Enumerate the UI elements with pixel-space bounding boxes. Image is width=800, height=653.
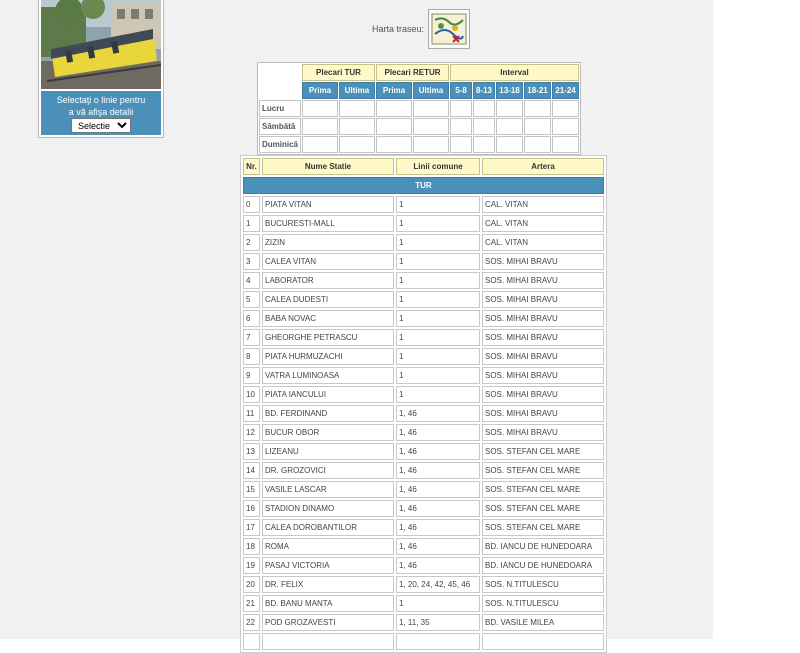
schedule-cell xyxy=(524,136,551,153)
schedule-cell xyxy=(450,136,472,153)
select-line-prompt: Selectaţi o linie pentru xyxy=(56,95,146,105)
station-street: CAL. VITAN xyxy=(482,215,604,232)
station-common-lines: 1 xyxy=(396,234,480,251)
station-number: 19 xyxy=(243,557,260,574)
station-number: 18 xyxy=(243,538,260,555)
station-number: 10 xyxy=(243,386,260,403)
station-street: BD. VASILE MILEA xyxy=(482,614,604,631)
schedule-cell xyxy=(473,136,495,153)
station-street: SOS. MIHAI BRAVU xyxy=(482,272,604,289)
col-station-name-header: Nume Statie xyxy=(262,158,394,175)
route-map-label: Harta traseu: xyxy=(372,24,425,34)
station-name xyxy=(262,633,394,650)
station-street: SOS. MIHAI BRAVU xyxy=(482,367,604,384)
table-row xyxy=(243,367,604,384)
table-row xyxy=(243,386,604,403)
retur-first-header: Prima xyxy=(376,82,412,99)
schedule-cell xyxy=(552,100,579,117)
table-row xyxy=(243,424,604,441)
station-number: 4 xyxy=(243,272,260,289)
station-number xyxy=(243,633,260,650)
station-name: POD GROZAVESTI xyxy=(262,614,394,631)
select-line-prompt-2: a vă afişa detalii xyxy=(68,107,134,117)
station-common-lines: 1 xyxy=(396,253,480,270)
table-row xyxy=(243,519,604,536)
station-common-lines: 1, 46 xyxy=(396,500,480,517)
station-number: 7 xyxy=(243,329,260,346)
retur-last-header: Ultima xyxy=(413,82,449,99)
station-common-lines: 1 xyxy=(396,348,480,365)
table-row xyxy=(243,291,604,308)
schedule-row-saturday xyxy=(259,118,579,135)
table-row xyxy=(243,329,604,346)
station-common-lines: 1 xyxy=(396,272,480,289)
station-street: SOS. MIHAI BRAVU xyxy=(482,405,604,422)
schedule-cell xyxy=(376,118,412,135)
schedule-cell xyxy=(450,118,472,135)
schedule-cell xyxy=(496,136,523,153)
station-common-lines: 1 xyxy=(396,215,480,232)
table-row xyxy=(243,462,604,479)
schedule-cell xyxy=(450,100,472,117)
station-common-lines: 1, 46 xyxy=(396,443,480,460)
interval-header: Interval xyxy=(450,64,579,81)
station-name: LIZEANU xyxy=(262,443,394,460)
station-number: 11 xyxy=(243,405,260,422)
station-common-lines: 1 xyxy=(396,595,480,612)
table-row xyxy=(243,614,604,631)
station-number: 0 xyxy=(243,196,260,213)
station-common-lines: 1, 46 xyxy=(396,538,480,555)
schedule-cell xyxy=(413,118,449,135)
station-number: 1 xyxy=(243,215,260,232)
table-row xyxy=(243,595,604,612)
table-row xyxy=(243,500,604,517)
station-name: CALEA VITAN xyxy=(262,253,394,270)
table-row xyxy=(243,310,604,327)
schedule-cell xyxy=(302,118,338,135)
station-number: 8 xyxy=(243,348,260,365)
station-common-lines: 1 xyxy=(396,386,480,403)
station-number: 14 xyxy=(243,462,260,479)
interval-8-13-header: 8-13 xyxy=(473,82,495,99)
schedule-cell xyxy=(413,100,449,117)
table-row xyxy=(243,576,604,593)
schedule-cell xyxy=(552,118,579,135)
station-street: SOS. MIHAI BRAVU xyxy=(482,329,604,346)
station-street: SOS. STEFAN CEL MARE xyxy=(482,500,604,517)
table-row xyxy=(243,538,604,555)
station-name: PIATA HURMUZACHI xyxy=(262,348,394,365)
table-row xyxy=(243,234,604,251)
schedule-row-sunday xyxy=(259,136,579,153)
table-row xyxy=(243,196,604,213)
table-row xyxy=(243,272,604,289)
station-number: 9 xyxy=(243,367,260,384)
interval-18-21-header: 18-21 xyxy=(524,82,551,99)
schedule-cell xyxy=(339,118,375,135)
departures-retur-header: Plecari RETUR xyxy=(376,64,449,81)
station-number: 2 xyxy=(243,234,260,251)
stations-header-row xyxy=(243,158,604,175)
station-street: SOS. N.TITULESCU xyxy=(482,576,604,593)
station-street: SOS. MIHAI BRAVU xyxy=(482,424,604,441)
station-number: 12 xyxy=(243,424,260,441)
schedule-cell xyxy=(302,100,338,117)
station-common-lines: 1, 46 xyxy=(396,405,480,422)
table-row xyxy=(243,443,604,460)
station-name: BABA NOVAC xyxy=(262,310,394,327)
schedule-cell xyxy=(413,136,449,153)
schedule-cell xyxy=(339,136,375,153)
tur-first-header: Prima xyxy=(302,82,338,99)
station-common-lines: 1 xyxy=(396,310,480,327)
station-name: ROMA xyxy=(262,538,394,555)
interval-21-24-header: 21-24 xyxy=(552,82,579,99)
table-row xyxy=(243,253,604,270)
station-common-lines xyxy=(396,633,480,650)
schedule-corner-2 xyxy=(259,82,301,99)
station-street: SOS. STEFAN CEL MARE xyxy=(482,481,604,498)
map-route-icon[interactable] xyxy=(428,9,470,49)
station-common-lines: 1 xyxy=(396,291,480,308)
schedule-cell xyxy=(496,118,523,135)
station-common-lines: 1, 46 xyxy=(396,424,480,441)
section-row xyxy=(243,177,604,194)
schedule-cell xyxy=(376,136,412,153)
schedule-row-label: Sâmbătă xyxy=(259,118,301,135)
table-row xyxy=(243,348,604,365)
station-number: 3 xyxy=(243,253,260,270)
station-name: CALEA DOROBANTILOR xyxy=(262,519,394,536)
line-select[interactable] xyxy=(71,118,131,133)
station-street: CAL. VITAN xyxy=(482,196,604,213)
station-number: 15 xyxy=(243,481,260,498)
station-name: BD. FERDINAND xyxy=(262,405,394,422)
table-row xyxy=(243,215,604,232)
col-number-header: Nr. xyxy=(243,158,260,175)
station-name: BD. BANU MANTA xyxy=(262,595,394,612)
col-common-lines-header: Linii comune xyxy=(396,158,480,175)
stations-table xyxy=(240,155,607,653)
station-name: BUCURESTI-MALL xyxy=(262,215,394,232)
schedule-cell xyxy=(473,118,495,135)
table-row xyxy=(243,557,604,574)
station-street: BD. IANCU DE HUNEDOARA xyxy=(482,557,604,574)
station-name: PIATA IANCULUI xyxy=(262,386,394,403)
station-name: ZIZIN xyxy=(262,234,394,251)
schedule-row-label: Lucru xyxy=(259,100,301,117)
station-name: BUCUR OBOR xyxy=(262,424,394,441)
station-common-lines: 1 xyxy=(396,367,480,384)
station-street: BD. IANCU DE HUNEDOARA xyxy=(482,538,604,555)
station-name: DR. FELIX xyxy=(262,576,394,593)
station-street: SOS. STEFAN CEL MARE xyxy=(482,443,604,460)
station-street: SOS. MIHAI BRAVU xyxy=(482,386,604,403)
interval-13-18-header: 13-18 xyxy=(496,82,523,99)
station-street: SOS. STEFAN CEL MARE xyxy=(482,462,604,479)
table-row xyxy=(243,633,604,650)
schedule-cell xyxy=(524,118,551,135)
col-street-header: Artera xyxy=(482,158,604,175)
station-name: VASILE LASCAR xyxy=(262,481,394,498)
station-number: 21 xyxy=(243,595,260,612)
line-selector-panel xyxy=(41,91,161,135)
schedule-row-weekday xyxy=(259,100,579,117)
schedule-cell xyxy=(496,100,523,117)
station-common-lines: 1, 46 xyxy=(396,557,480,574)
station-common-lines: 1, 11, 35 xyxy=(396,614,480,631)
station-street: CAL. VITAN xyxy=(482,234,604,251)
station-street: SOS. N.TITULESCU xyxy=(482,595,604,612)
station-number: 16 xyxy=(243,500,260,517)
tur-last-header: Ultima xyxy=(339,82,375,99)
station-common-lines: 1, 46 xyxy=(396,481,480,498)
station-name: GHEORGHE PETRASCU xyxy=(262,329,394,346)
schedule-table xyxy=(257,62,581,155)
line-selector-widget xyxy=(38,0,164,138)
schedule-cell xyxy=(376,100,412,117)
station-name: VATRA LUMINOASA xyxy=(262,367,394,384)
station-common-lines: 1 xyxy=(396,329,480,346)
interval-5-8-header: 5-8 xyxy=(450,82,472,99)
schedule-cell xyxy=(552,136,579,153)
station-name: PASAJ VICTORIA xyxy=(262,557,394,574)
station-number: 13 xyxy=(243,443,260,460)
station-number: 17 xyxy=(243,519,260,536)
schedule-cell xyxy=(473,100,495,117)
station-street: SOS. MIHAI BRAVU xyxy=(482,348,604,365)
station-common-lines: 1, 20, 24, 42, 45, 46 xyxy=(396,576,480,593)
departures-tur-header: Plecari TUR xyxy=(302,64,375,81)
station-street xyxy=(482,633,604,650)
station-street: SOS. MIHAI BRAVU xyxy=(482,291,604,308)
schedule-corner xyxy=(259,64,301,81)
station-number: 22 xyxy=(243,614,260,631)
station-street: SOS. MIHAI BRAVU xyxy=(482,310,604,327)
station-street: SOS. STEFAN CEL MARE xyxy=(482,519,604,536)
station-name: STADION DINAMO xyxy=(262,500,394,517)
station-name: CALEA DUDESTI xyxy=(262,291,394,308)
station-street: SOS. MIHAI BRAVU xyxy=(482,253,604,270)
station-common-lines: 1, 46 xyxy=(396,519,480,536)
station-name: DR. GROZOVICI xyxy=(262,462,394,479)
station-number: 5 xyxy=(243,291,260,308)
station-name: LABORATOR xyxy=(262,272,394,289)
section-tur-header: TUR xyxy=(243,177,604,194)
table-row xyxy=(243,405,604,422)
station-number: 6 xyxy=(243,310,260,327)
station-number: 20 xyxy=(243,576,260,593)
station-common-lines: 1, 46 xyxy=(396,462,480,479)
schedule-cell xyxy=(524,100,551,117)
schedule-cell xyxy=(302,136,338,153)
tram-photo xyxy=(41,0,161,89)
table-row xyxy=(243,481,604,498)
schedule-row-label: Duminică xyxy=(259,136,301,153)
station-name: PIATA VITAN xyxy=(262,196,394,213)
schedule-cell xyxy=(339,100,375,117)
station-common-lines: 1 xyxy=(396,196,480,213)
